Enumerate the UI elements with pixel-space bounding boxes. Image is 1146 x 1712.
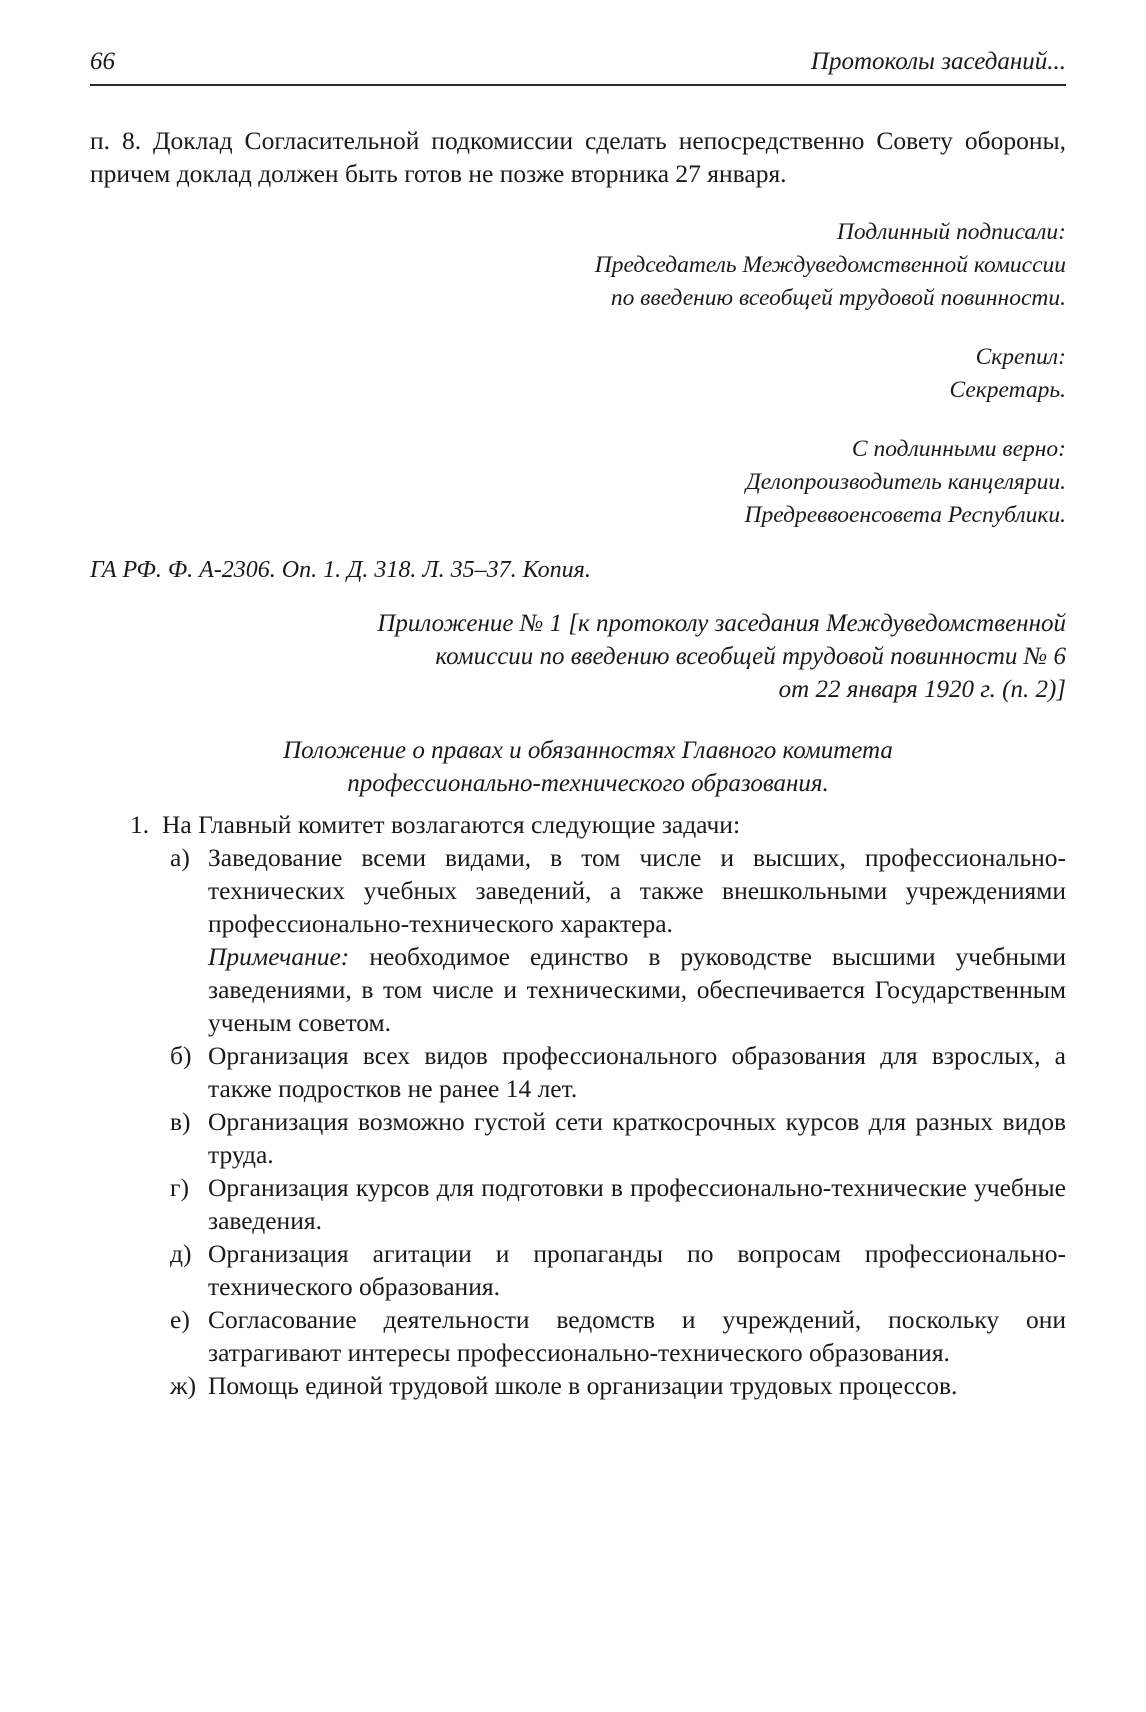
list-marker: д): [170, 1239, 192, 1268]
appendix-line-3: от 22 января 1920 г. (п. 2)]: [778, 676, 1066, 703]
list-item-text: Организация курсов для подготовки в профессионально-технические учебные заведения.: [208, 1173, 1066, 1235]
section-1-number: 1.: [130, 810, 150, 839]
list-marker: а): [170, 843, 190, 872]
clerk-line-1: Делопроизводитель канцелярии.: [745, 469, 1066, 495]
countersigned-label: Скрепил:: [975, 344, 1066, 370]
true-copy-label: С подлинными верно:: [851, 436, 1066, 462]
secretary-label: Секретарь.: [949, 377, 1066, 403]
running-header: [90, 38, 1066, 86]
page-content: [90, 124, 1066, 1402]
list-item-text: Согласование деятельности ведомств и учреждений, поскольку они затрагивают интересы профессионально-технического образования.: [208, 1305, 1066, 1367]
list-item-text: Помощь единой трудовой школе в организации трудовых процессов.: [208, 1371, 958, 1400]
note-text: необходимое единство в руководстве высшими учебными заведениями, в том числе и техническими, обеспечивается Государственным ученым советом.: [208, 942, 1066, 1037]
list-item-text: Организация возможно густой сети краткосрочных курсов для разных видов труда.: [208, 1107, 1066, 1169]
list-item: [90, 1105, 1066, 1171]
note-label: Примечание:: [208, 942, 350, 971]
running-title: Протоколы заседаний...: [810, 48, 1066, 75]
list-item-text: Заведование всеми видами, в том числе и высших, профессионально-технических учебных заведений, а также внешкольными учреждениями профессионально-технического характера.: [208, 843, 1066, 938]
regulation-title-line-1: Положение о правах и обязанностях Главного комитета: [283, 737, 893, 764]
list-item: [90, 1171, 1066, 1237]
appendix-heading: [90, 607, 1066, 706]
list-item-text: Организация агитации и пропаганды по вопросам профессионально-технического образования.: [208, 1239, 1066, 1301]
regulation-title: [90, 734, 1066, 800]
list-item: [90, 1303, 1066, 1369]
section-1-intro-text: На Главный комитет возлагаются следующие задачи:: [162, 810, 741, 839]
item-8-paragraph: п. 8. Доклад Согласительной подкомиссии сделать непосредственно Совету обороны, причем доклад должен быть готов не позже вторника 27 января.: [90, 126, 1066, 188]
chairman-line-1: Председатель Междуведомственной комиссии: [594, 252, 1066, 278]
list-marker: б): [170, 1041, 192, 1070]
section-1-intro: [90, 808, 1066, 841]
note-paragraph: [90, 940, 1066, 1039]
list-marker: ж): [170, 1371, 197, 1400]
clerk-line-2: Предреввоенсовета Республики.: [744, 502, 1066, 528]
list-marker: е): [170, 1305, 190, 1334]
chairman-line-2: по введению всеобщей трудовой повинности.: [610, 285, 1066, 311]
list-item: [90, 1237, 1066, 1303]
list-item: [90, 841, 1066, 940]
list-item-text: Организация всех видов профессионального образования для взрослых, а также подростков не ранее 14 лет.: [208, 1041, 1066, 1103]
archive-reference: ГА РФ. Ф. А-2306. Оп. 1. Д. 318. Л. 35–37. Копия.: [90, 557, 591, 583]
regulation-title-line-2: профессионально-технического образования.: [347, 770, 829, 797]
list-marker: в): [170, 1107, 191, 1136]
appendix-line-1: Приложение № 1 [к протоколу заседания Междуведомственной: [377, 610, 1066, 637]
page-number: 66: [90, 48, 115, 75]
appendix-line-2: комиссии по введению всеобщей трудовой повинности № 6: [435, 643, 1066, 670]
list-item: [90, 1039, 1066, 1105]
signature-block: [90, 216, 1066, 532]
list-item: [90, 1369, 1066, 1402]
signed-label: Подлинный подписали:: [836, 219, 1066, 245]
list-marker: г): [170, 1173, 189, 1202]
